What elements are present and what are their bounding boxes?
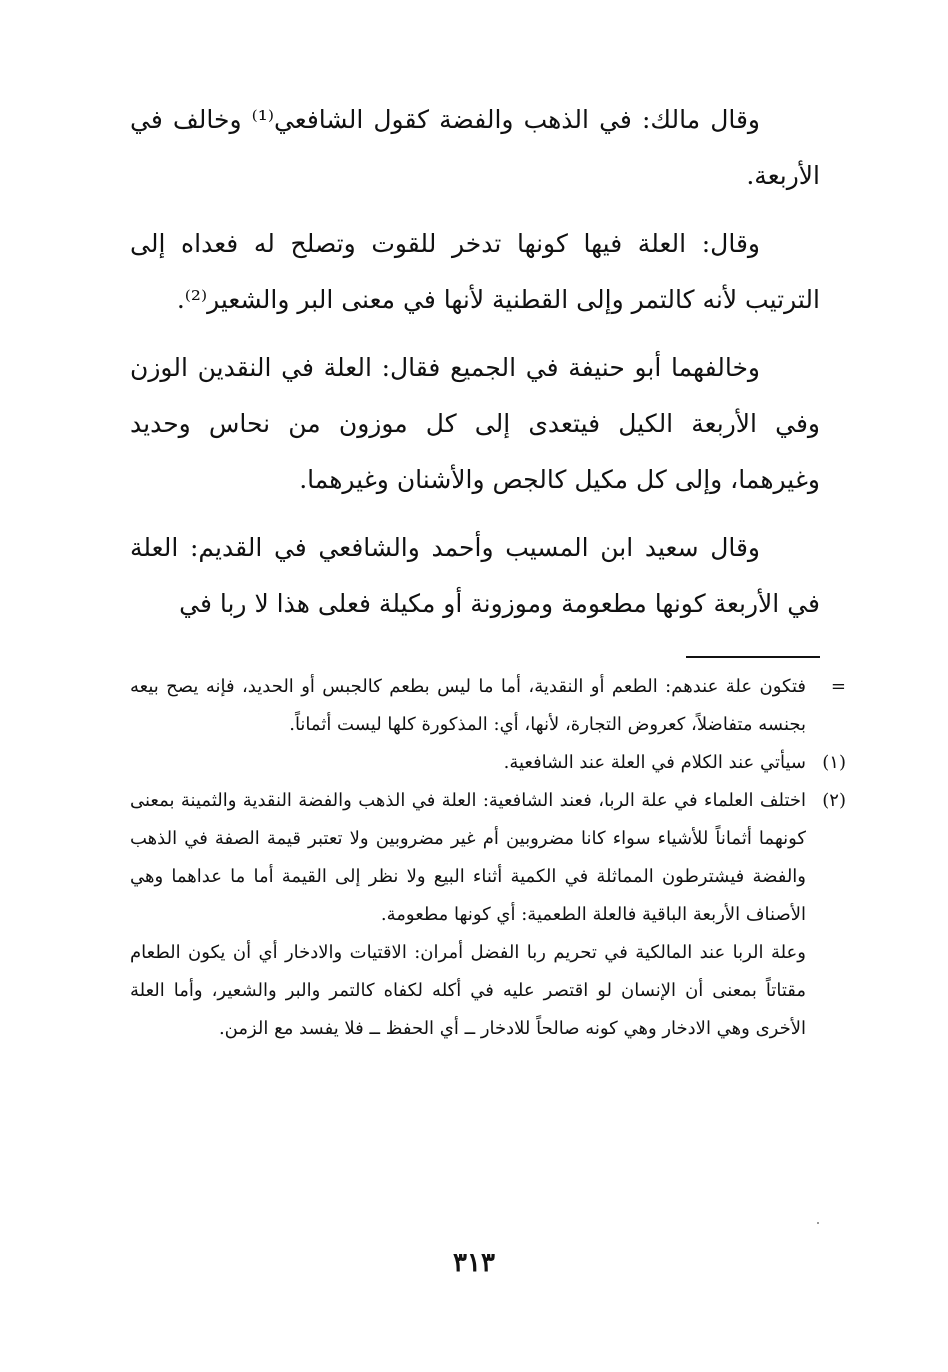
paragraph-2: وقال: العلة فيها كونها تدخر للقوت وتصلح له فعداه إلى الترتيب لأنه كالتمر وإلى القطنية لأنها في معنى البر والشعير⁽²⁾. (130, 229, 820, 314)
main-text (130, 92, 820, 644)
footnotes (130, 668, 846, 1048)
footnote-2 (130, 782, 846, 934)
footnote-2-marker: (٢) (822, 790, 846, 811)
footnote-continuation-text: فتكون علة عندهم: الطعم أو النقدية، أما ما ليس بطعم كالجبس أو الحديد، فإنه يصح بيعه بجنسه متفاضلاً، كعروض التجارة، لأنها، أي: المذكورة كلها ليست أثماناً. (130, 676, 806, 735)
scan-speck (817, 1222, 819, 1224)
paragraph-3: وخالفهما أبو حنيفة في الجميع فقال: العلة في النقدين الوزن وفي الأربعة الكيل فيتعدى إلى كل موزون من نحاس وحديد وغيرهما، وإلى كل مكيل كالجص والأشنان وغيرهما. (130, 353, 820, 494)
page-number: ٣١٣ (453, 1248, 495, 1278)
footnote-divider (686, 656, 820, 658)
footnote-1-marker: (١) (822, 752, 846, 773)
paragraph-4: وقال سعيد ابن المسيب وأحمد والشافعي في القديم: العلة في الأربعة كونها مطعومة وموزونة أو مكيلة فعلى هذا لا ربا في (130, 533, 820, 618)
footnote-2-continued (130, 934, 846, 1048)
footnote-1-text: سيأتي عند الكلام في العلة عند الشافعية. (503, 752, 806, 773)
footnote-2-continued-text: وعلة الربا عند المالكية في تحريم ربا الفضل أمران: الاقتيات والادخار أي أن يكون الطعام مقتاتاً بمعنى أن الإنسان لو اقتصر عليه في أكله لكفاه كالتمر والبر والشعير، وأما العلة الأخرى وهي الادخار وهي كونه صالحاً للادخار ــ أي الحفظ ــ فلا يفسد مع الزمن. (130, 942, 806, 1039)
footnote-continuation (130, 668, 846, 744)
paragraph-1: وقال مالك: في الذهب والفضة كقول الشافعي⁽¹⁾ وخالف في الأربعة. (130, 105, 820, 190)
footnote-1 (130, 744, 846, 782)
continuation-marker: = (830, 676, 846, 697)
footnote-2-text: اختلف العلماء في علة الربا، فعند الشافعية: العلة في الذهب والفضة النقدية والثمينة بمعنى كونهما أثماناً للأشياء سواء كانا مضروبين أم غير مضروبين ولا تعتبر قيمة الصفة في الذهب والفضة فيشترطون المماثلة في الكمية أثناء البيع ولا نظر إلى القيمة أما ما عداهما وهي الأصناف الأربعة الباقية فالعلة الطعمية: أي كونها مطعومة. (130, 790, 806, 925)
